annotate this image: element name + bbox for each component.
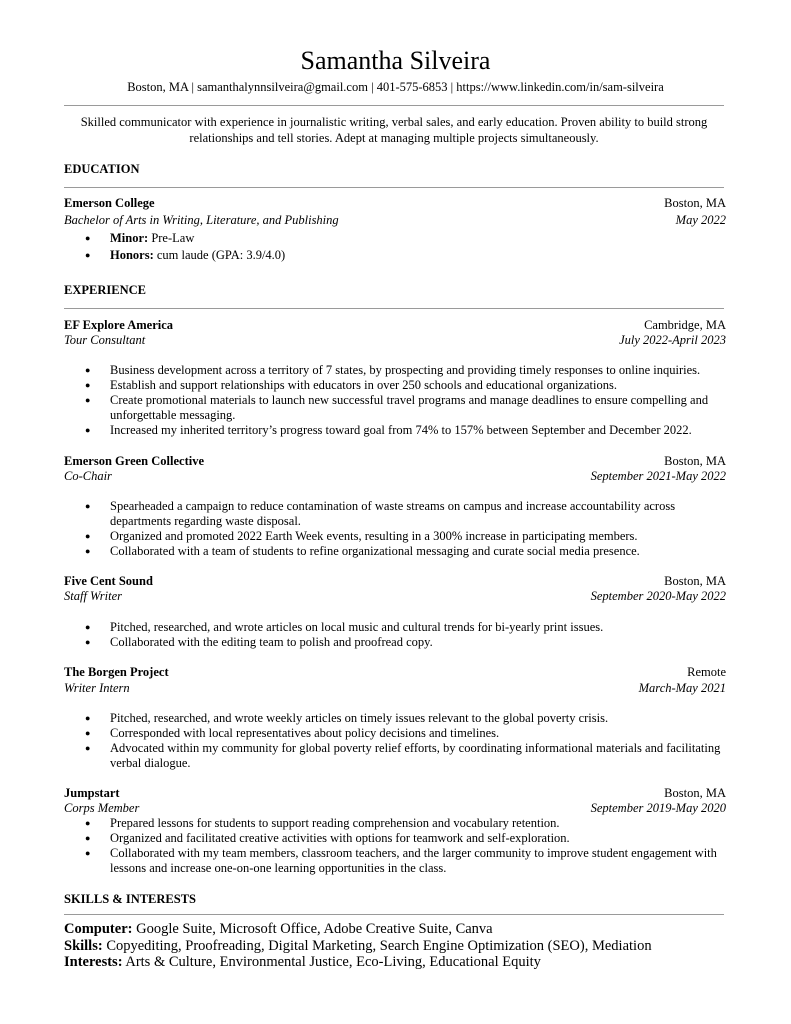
job-dates: September 2020-May 2022 xyxy=(590,589,726,603)
list-item: ● Collaborated with a team of students to refine organizational messaging and curate social media presence. xyxy=(64,544,724,559)
job-role: Staff Writer xyxy=(64,589,122,603)
skills-label: Computer: xyxy=(64,921,133,937)
job-role: Writer Intern xyxy=(64,681,130,695)
job-dates: July 2022-April 2023 xyxy=(619,333,726,347)
skills-divider xyxy=(64,914,724,915)
job-organization: EF Explore America xyxy=(64,318,174,332)
skills-label: Interests: xyxy=(64,954,123,970)
summary-paragraph: Skilled communicator with experience in journalistic writing, verbal sales, and early education. Proven ability to build strong relationships and tell stories. Adept at managing multiple projects simultaneously. xyxy=(80,115,708,145)
job-location: Cambridge, MA xyxy=(644,318,726,332)
list-item: ● Increased my inherited territory’s progress toward goal from 74% to 157% between September and December 2022. xyxy=(64,423,724,438)
list-item: ● Create promotional materials to launch new successful travel programs and manage deadlines to ensure compelling and unforgettable messaging. xyxy=(64,393,724,423)
skills-row-interests xyxy=(64,954,734,971)
job-location: Boston, MA xyxy=(664,786,726,800)
detail-text: cum laude (GPA: 3.9/4.0) xyxy=(153,248,286,262)
job-bullet-list xyxy=(64,363,724,438)
skills-text: Google Suite, Microsoft Office, Adobe Creative Suite, Canva xyxy=(132,921,493,937)
candidate-name: Samantha Silveira xyxy=(300,46,491,75)
contact-line: Boston, MA | samanthalynnsilveira@gmail.com | 401-575-6853 | https://www.linkedin.com/in/sam-silveira xyxy=(127,80,664,94)
education-details-list xyxy=(64,230,724,264)
job-organization: Five Cent Sound xyxy=(64,574,153,588)
job-role: Corps Member xyxy=(64,801,140,815)
education-divider xyxy=(64,187,724,188)
skills-text: Arts & Culture, Environmental Justice, Eco-Living, Educational Equity xyxy=(122,954,541,970)
job-dates: March-May 2021 xyxy=(638,681,726,695)
job-organization: The Borgen Project xyxy=(64,665,169,679)
experience-divider xyxy=(64,308,724,309)
job-organization: Jumpstart xyxy=(64,786,120,800)
school-name: Emerson College xyxy=(64,196,155,210)
job-role: Co-Chair xyxy=(64,469,112,483)
list-item: ● Collaborated with my team members, classroom teachers, and the larger community to improve student engagement with lessons and increase one-on-one learning opportunities in the class. xyxy=(64,846,724,876)
skills-heading: SKILLS & INTERESTS xyxy=(64,892,197,906)
school-location: Boston, MA xyxy=(664,196,726,210)
job-organization: Emerson Green Collective xyxy=(64,454,205,468)
job-bullet-list xyxy=(64,711,724,771)
list-item xyxy=(64,247,724,264)
list-item: ● Establish and support relationships with educators in over 250 schools and educational organizations. xyxy=(64,378,724,393)
job-bullet-list xyxy=(64,620,724,650)
skills-row-computer xyxy=(64,921,734,938)
job-location: Boston, MA xyxy=(664,574,726,588)
job-bullet-list xyxy=(64,499,724,559)
degree-name: Bachelor of Arts in Writing, Literature, and Publishing xyxy=(64,213,339,227)
job-bullet-list xyxy=(64,816,724,876)
job-role: Tour Consultant xyxy=(64,333,146,347)
list-item: ● Organized and facilitated creative activities with options for teamwork and self-exploration. xyxy=(64,831,724,846)
job-location: Remote xyxy=(687,665,726,679)
list-item xyxy=(64,230,724,247)
list-item: ● Organized and promoted 2022 Earth Week events, resulting in a 300% increase in participating members. xyxy=(64,529,724,544)
list-item: ● Spearheaded a campaign to reduce contamination of waste streams on campus and increase accountability across departments regarding waste disposal. xyxy=(64,499,724,529)
list-item: ● Pitched, researched, and wrote weekly articles on timely issues relevant to the global poverty crisis. xyxy=(64,711,724,726)
list-item: ● Collaborated with the editing team to polish and proofread copy. xyxy=(64,635,724,650)
job-location: Boston, MA xyxy=(664,454,726,468)
list-item: ● Business development across a territory of 7 states, by prospecting and providing timely responses to online inquiries. xyxy=(64,363,724,378)
skills-row-skills xyxy=(64,938,734,955)
detail-label: Minor: xyxy=(110,231,149,245)
experience-heading: EXPERIENCE xyxy=(64,283,146,297)
list-item: ● Pitched, researched, and wrote articles on local music and cultural trends for bi-yearly print issues. xyxy=(64,620,724,635)
list-item: ● Prepared lessons for students to support reading comprehension and vocabulary retention. xyxy=(64,816,724,831)
job-dates: September 2021-May 2022 xyxy=(590,469,726,483)
detail-text: Pre-Law xyxy=(148,231,195,245)
skills-label: Skills: xyxy=(64,937,103,954)
skills-block xyxy=(64,921,734,971)
list-item: ● Corresponded with local representatives about policy decisions and timelines. xyxy=(64,726,724,741)
list-item: ● Advocated within my community for global poverty relief efforts, by coordinating informational materials and facilitating verbal dialogue. xyxy=(64,741,724,771)
education-heading: EDUCATION xyxy=(64,162,140,176)
skills-text: Copyediting, Proofreading, Digital Marketing, Search Engine Optimization (SEO), Mediation xyxy=(102,937,652,954)
job-dates: September 2019-May 2020 xyxy=(590,801,726,815)
detail-label: Honors: xyxy=(110,248,154,262)
graduation-date: May 2022 xyxy=(675,213,726,227)
header-divider xyxy=(64,105,724,106)
